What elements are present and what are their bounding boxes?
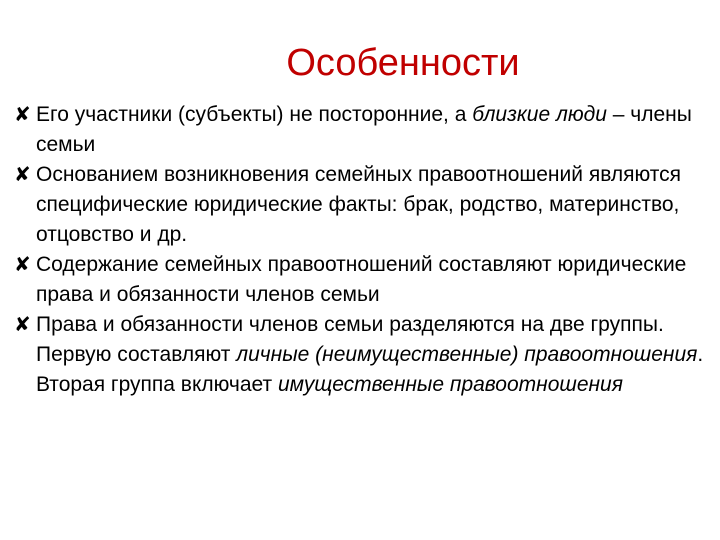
cross-mark-icon: ✘ <box>14 104 31 126</box>
bullet-text-segment: Основанием возникновения семейных правоотношений являются специфические юридические факты: брак, родство, материнство, отцовство и др. <box>36 163 682 246</box>
bullet-text-segment: Содержание семейных правоотношений составляют юридические права и обязанности членов семьи <box>36 253 687 306</box>
bullet-item <box>14 250 708 310</box>
bullet-text-segment: Его участники (субъекты) не посторонние, а <box>36 103 473 126</box>
cross-mark-icon: ✘ <box>14 314 31 336</box>
bullet-item <box>14 160 708 250</box>
bullet-item <box>14 310 708 400</box>
cross-mark-icon: ✘ <box>14 254 31 276</box>
cross-mark-icon: ✘ <box>14 164 31 186</box>
bullet-list <box>14 100 708 400</box>
bullet-text-segment: – члены семьи <box>36 103 692 156</box>
bullet-text-emphasis: личные (неимущественные) правоотношения <box>236 343 698 366</box>
bullet-text-emphasis: имущественные правоотношения <box>277 373 623 396</box>
bullet-item <box>14 100 708 160</box>
bullet-text-segment: . Вторая группа включает <box>36 343 704 396</box>
slide-title: Особенности <box>286 42 520 84</box>
bullet-text-segment: Права и обязанности членов семьи разделяются на две группы. Первую составляют <box>36 313 664 366</box>
bullet-text-emphasis: близкие люди <box>472 103 607 126</box>
